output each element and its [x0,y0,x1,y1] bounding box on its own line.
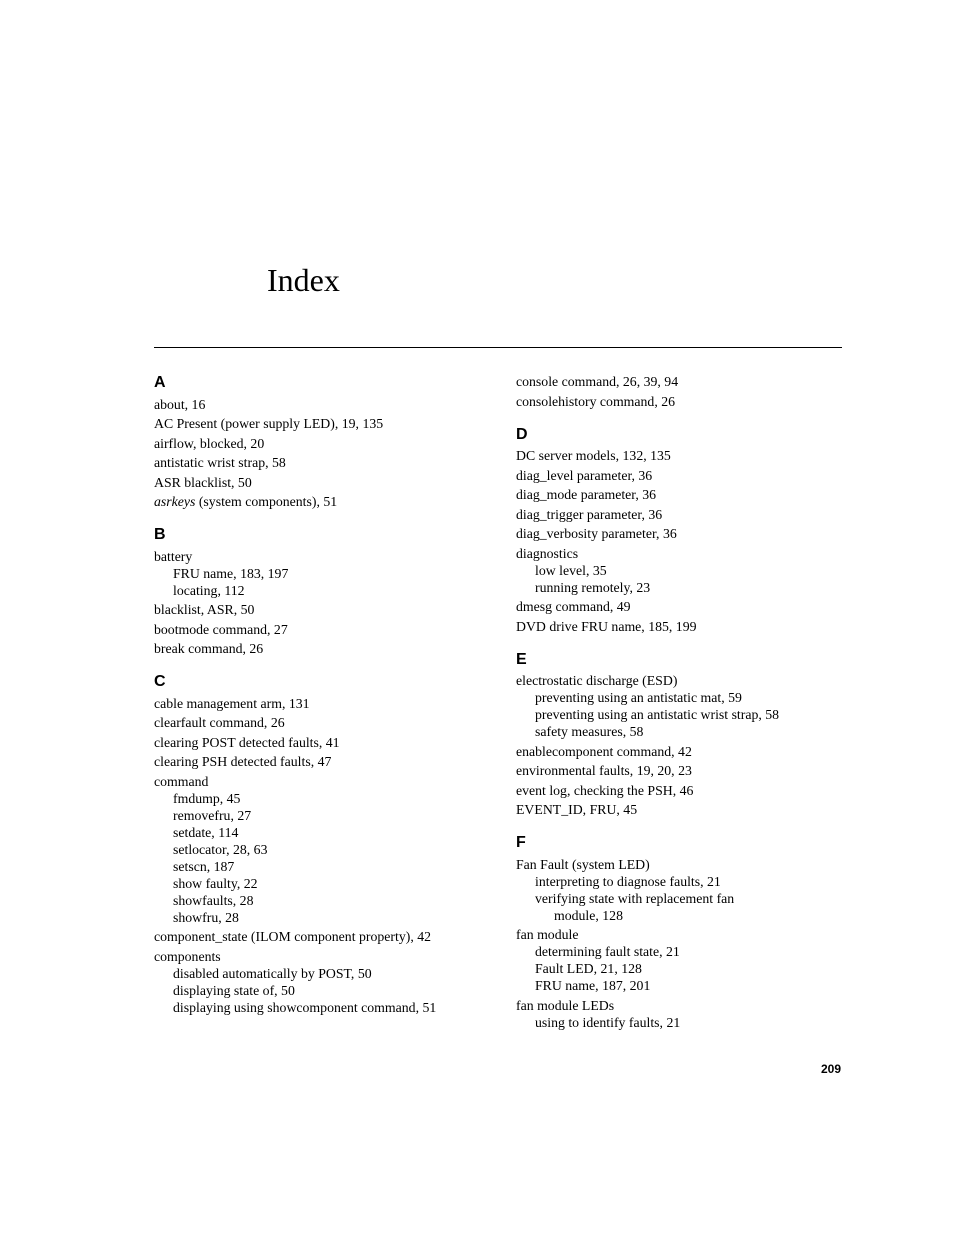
page-title: Index [267,262,340,298]
index-entry: DC server models, 132, 135 [516,448,671,463]
index-entry: airflow, blocked, 20 [154,435,265,451]
index-entry: clearfault command, 26 [154,715,285,730]
index-entry: diag_trigger parameter, 36 [516,506,663,522]
index-entry: clearing POST detected faults, 41 [154,734,340,750]
index-column-left [154,373,504,1016]
index-subentry: disabled automatically by POST, 50 [173,965,372,981]
section-letter-c: C [154,673,166,690]
index-subentry: show faulty, 22 [173,875,258,891]
section-letter-f: F [516,834,526,851]
index-subentry: setlocator, 28, 63 [173,841,268,857]
index-entry: environmental faults, 19, 20, 23 [516,763,692,778]
index-entry: antistatic wrist strap, 58 [154,455,286,470]
index-subentry: determining fault state, 21 [535,944,680,959]
index-subentry: setdate, 114 [173,824,239,840]
index-entry: electrostatic discharge (ESD) [516,673,678,688]
index-subentry: displaying state of, 50 [173,982,295,998]
index-subentry: displaying using showcomponent command, 51 [173,999,437,1015]
index-entry: diag_verbosity parameter, 36 [516,526,677,541]
index-column-right [516,373,866,1031]
index-entry: Fan Fault (system LED) [516,856,650,872]
index-term-italic: asrkeys [154,494,196,509]
index-entry: components [154,948,221,964]
index-entry: cable management arm, 131 [154,695,310,711]
section-letter-b: B [154,526,166,543]
index-entry: battery [154,548,193,564]
title-rule [154,347,842,348]
index-subentry: verifying state with replacement fan [535,890,735,906]
index-subentry: showfru, 28 [173,909,239,925]
index-subentry: FRU name, 183, 197 [173,565,289,581]
index-subentry: low level, 35 [535,562,607,578]
index-entry: diagnostics [516,545,579,561]
section-letter-d: D [516,425,528,443]
index-entry: fan module LEDs [516,997,615,1013]
index-subentry: interpreting to diagnose faults, 21 [535,873,721,889]
index-entry: console command, 26, 39, 94 [516,374,679,389]
page-number: 209 [820,1062,841,1076]
index-entry: command [154,773,209,789]
index-entry: diag_level parameter, 36 [516,467,653,483]
index-entry: event log, checking the PSH, 46 [516,782,694,798]
index-subentry: running remotely, 23 [535,579,651,595]
index-entry: fan module [516,927,579,942]
index-entry: ASR blacklist, 50 [154,474,252,490]
index-subentry: setscn, 187 [173,858,235,874]
index-subentry: showfaults, 28 [173,892,254,908]
index-entry: EVENT_ID, FRU, 45 [516,802,638,817]
index-subentry: preventing using an antistatic mat, 59 [535,690,742,705]
section-letter-e: E [516,650,527,668]
index-entry: DVD drive FRU name, 185, 199 [516,618,697,634]
index-entry [154,493,504,510]
section-letter-a: A [154,374,166,391]
index-subentry: safety measures, 58 [535,724,644,739]
index-entry: diag_mode parameter, 36 [516,487,657,502]
index-entry: clearing PSH detected faults, 47 [154,754,332,769]
index-entry: component_state (ILOM component property), 42 [154,929,432,944]
index-subentry-continuation: module, 128 [554,907,623,923]
index-entry-text: (system components), 51 [195,494,338,509]
index-subentry: locating, 112 [173,582,245,598]
index-subentry: preventing using an antistatic wrist strap, 58 [535,707,780,722]
index-subentry: removefru, 27 [173,807,252,823]
index-entry: about, 16 [154,396,206,412]
index-subentry: using to identify faults, 21 [535,1014,681,1030]
index-entry: bootmode command, 27 [154,621,288,637]
index-subentry: fmdump, 45 [173,790,241,806]
index-subentry: FRU name, 187, 201 [535,978,651,993]
index-entry: dmesg command, 49 [516,599,631,614]
index-entry: break command, 26 [154,641,264,656]
index-entry: AC Present (power supply LED), 19, 135 [154,416,384,431]
index-entry: blacklist, ASR, 50 [154,602,255,617]
index-subentry: Fault LED, 21, 128 [535,961,642,976]
index-entry: consolehistory command, 26 [516,393,676,409]
index-entry: enablecomponent command, 42 [516,743,692,759]
